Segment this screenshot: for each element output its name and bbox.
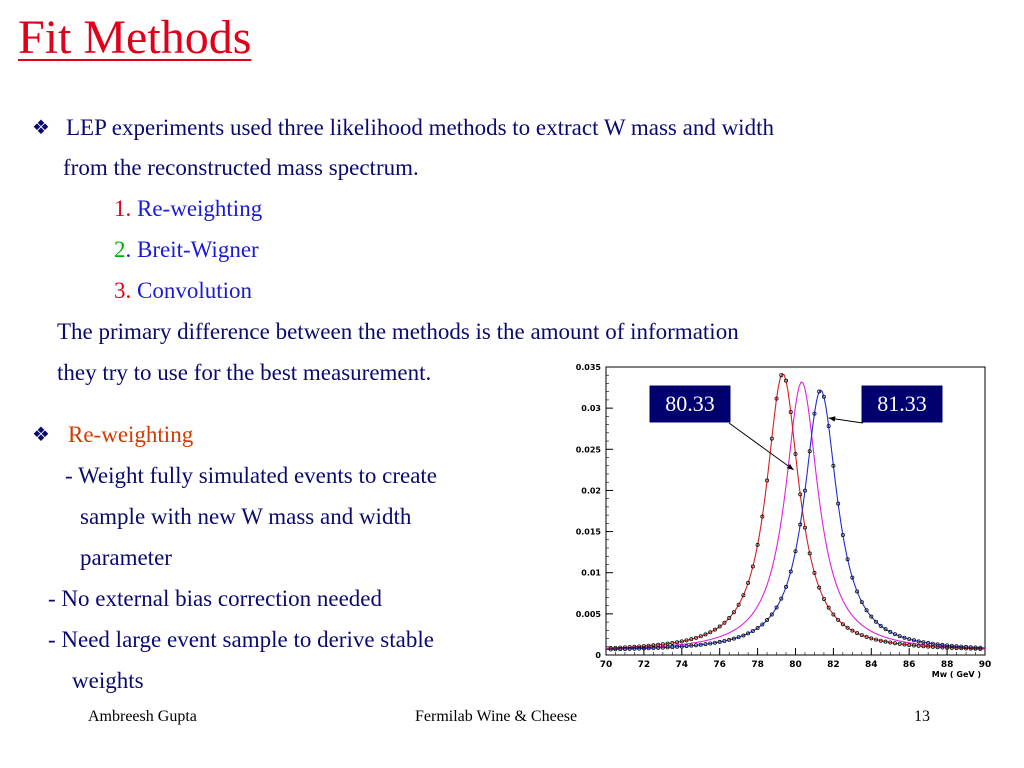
difference-line-2: they try to use for the best measurement. (57, 360, 432, 385)
reweight-line-6: weights (72, 668, 144, 693)
x-tick-label: 84 (865, 660, 878, 670)
reweight-line-4: - No external bias correction needed (48, 586, 382, 611)
x-tick-label: 76 (713, 660, 726, 670)
x-tick-label: 72 (637, 660, 651, 670)
y-tick-label: 0 (595, 651, 601, 660)
y-tick-label: 0.01 (581, 568, 601, 578)
method-item-3 (114, 279, 252, 302)
annotation-label: 81.33 (877, 391, 927, 416)
method-label: Re-weighting (137, 196, 263, 221)
footer-page-number: 13 (914, 708, 930, 725)
reweighting-heading: Re-weighting (68, 422, 194, 447)
method-label: Convolution (137, 278, 253, 303)
y-tick-label: 0.035 (575, 363, 601, 372)
method-item-2 (114, 238, 259, 261)
method-number: 3. (114, 278, 132, 303)
footer-event: Fermilab Wine & Cheese (415, 708, 578, 725)
y-tick-label: 0.03 (581, 404, 601, 414)
bullet-icon: ❖ (32, 424, 50, 446)
x-tick-label: 74 (675, 660, 689, 670)
x-tick-label: 90 (978, 660, 992, 670)
slide-title: Fit Methods (18, 11, 252, 64)
x-tick-label: 86 (902, 660, 916, 670)
difference-line-1: The primary difference between the methods is the amount of information (57, 319, 739, 344)
intro-line-1: LEP experiments used three likelihood methods to extract W mass and width (66, 115, 774, 140)
intro-line-2: from the reconstructed mass spectrum. (63, 155, 419, 180)
x-tick-label: 78 (751, 660, 764, 670)
method-label: Breit-Wigner (137, 237, 259, 262)
bullet-icon: ❖ (32, 117, 50, 139)
method-separator: . (125, 237, 132, 262)
y-tick-label: 0.015 (575, 527, 601, 537)
reweight-line-3: parameter (80, 545, 172, 570)
mass-spectrum-chart (563, 355, 995, 687)
x-axis-label: Mw ( GeV ) (931, 670, 981, 679)
annotation-label: 80.33 (665, 391, 715, 416)
method-item-1 (114, 197, 262, 220)
footer-author: Ambreesh Gupta (88, 708, 197, 725)
y-tick-label: 0.005 (575, 609, 601, 619)
method-number: 1. (114, 196, 132, 221)
x-tick-label: 70 (599, 660, 613, 670)
x-tick-label: 82 (827, 660, 840, 670)
reweight-line-2: sample with new W mass and width (80, 504, 412, 529)
x-tick-label: 88 (940, 660, 954, 670)
y-tick-label: 0.025 (575, 445, 601, 455)
y-tick-label: 0.02 (581, 486, 601, 496)
method-number: 2 (114, 237, 126, 262)
reweight-line-5: - Need large event sample to derive stable (48, 627, 434, 652)
reweight-line-1: - Weight fully simulated events to create (65, 463, 437, 488)
x-tick-label: 80 (789, 660, 802, 670)
